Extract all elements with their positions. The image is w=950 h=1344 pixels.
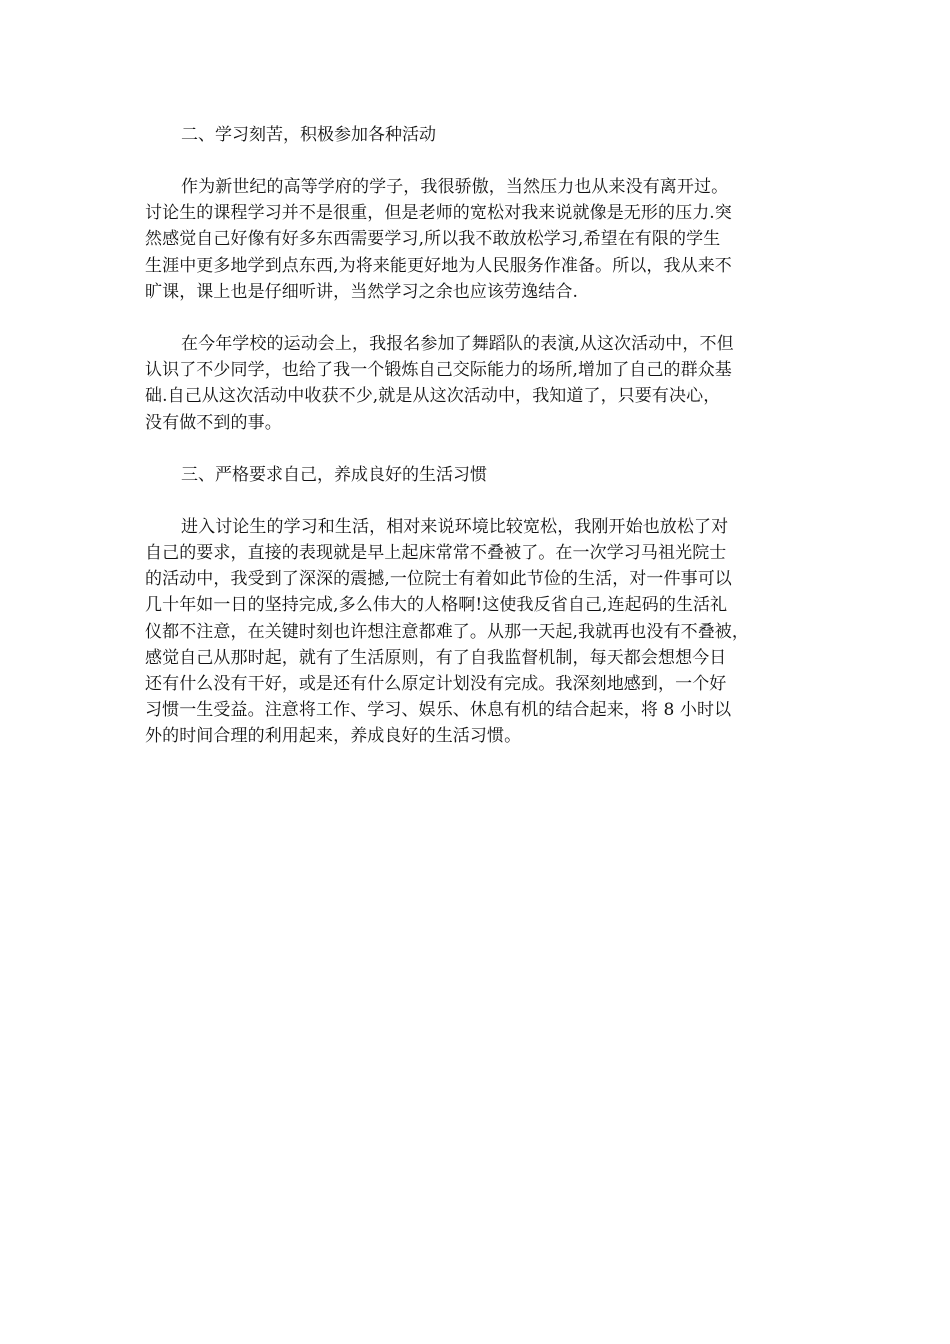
paragraph-study [145, 174, 810, 305]
spacer [145, 148, 810, 174]
paragraph-line: 础.自己从这次活动中收获不少,就是从这次活动中，我知道了，只要有决心， [145, 386, 721, 407]
paragraph-line: 感觉自己从那时起，就有了生活原则，有了自我监督机制，每天都会想想今日 [145, 647, 727, 668]
paragraph-line: 的活动中，我受到了深深的震撼,一位院士有着如此节俭的生活，对一件事可以 [145, 569, 732, 590]
paragraph-line: 自己的要求，直接的表现就是早上起床常常不叠被了。在一次学习马祖光院士 [145, 543, 727, 564]
paragraph-line: 还有什么没有干好，或是还有什么原定计划没有完成。我深刻地感到，一个好 [145, 674, 727, 695]
paragraph-habits [145, 514, 810, 750]
paragraph-line: 在今年学校的运动会上，我报名参加了舞蹈队的表演,从这次活动中，不但 [181, 334, 734, 355]
paragraph-line: 没有做不到的事。 [145, 412, 282, 433]
document-body [145, 122, 810, 750]
paragraph-line: 外的时间合理的利用起来，养成良好的生活习惯。 [145, 726, 522, 747]
paragraph-line: 仪都不注意，在关键时刻也许想注意都难了。从那一天起,我就再也没有不叠被， [145, 621, 750, 642]
paragraph-line: 旷课，课上也是仔细听讲，当然学习之余也应该劳逸结合. [145, 281, 579, 302]
paragraph-sports-meet [145, 331, 810, 436]
paragraph-line: 进入讨论生的学习和生活，相对来说环境比较宽松，我刚开始也放松了对 [181, 516, 729, 537]
paragraph-line: 认识了不少同学，也给了我一个锻炼自己交际能力的场所,增加了自己的群众基 [145, 360, 732, 381]
paragraph-line: 几十年如一日的坚持完成,多么伟大的人格啊!这使我反省自己,连起码的生活礼 [145, 595, 728, 616]
paragraph-line: 然感觉自己好像有好多东西需要学习,所以我不敢放松学习,希望在有限的学生 [145, 229, 721, 250]
paragraph-line: 作为新世纪的高等学府的学子，我很骄傲，当然压力也从来没有离开过。 [181, 177, 729, 197]
paragraph-line: 习惯一生受益。注意将工作、学习、娱乐、休息有机的结合起来，将 8 小时以 [145, 700, 732, 721]
paragraph-line: 讨论生的课程学习并不是很重，但是老师的宽松对我来说就像是无形的压力.突 [145, 203, 732, 224]
spacer [145, 488, 810, 514]
section-heading-2: 二、学习刻苦，积极参加各种活动 [181, 125, 436, 145]
spacer [145, 305, 810, 331]
section-heading-3: 三、严格要求自己，养成良好的生活习惯 [181, 464, 487, 485]
paragraph-line: 生涯中更多地学到点东西,为将来能更好地为人民服务作准备。所以，我从来不 [145, 255, 732, 276]
spacer [145, 436, 810, 462]
